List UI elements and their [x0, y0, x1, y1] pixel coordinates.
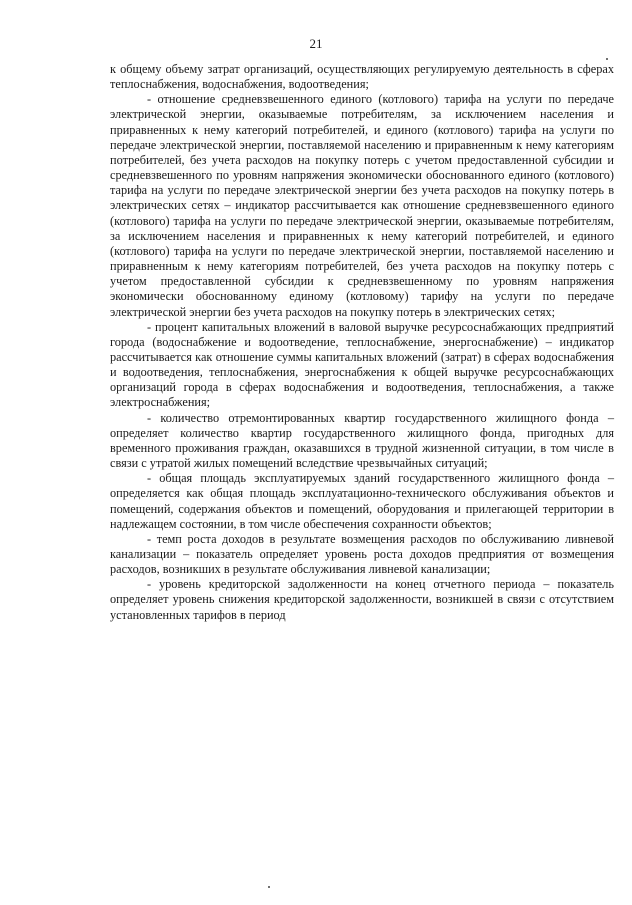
paragraph-3: - процент капитальных вложений в валовой выручке ресурсоснабжающих предприятий города (водоснабжение и водоотведение, теплоснабжение, энергоснабжение) – индикатор рассчитывается как отношение суммы капитальных вложений (затрат) в сферах водоснабжения и водоотведения, теплоснабжения, энергоснабжения к общей выручке ресурсоснабжающих организаций города в сферах водоснабжения и водоотведения, теплоснабжения, а также электроснабжения; [110, 319, 614, 410]
paragraph-2: - отношение средневзвешенного единого (котлового) тарифа на услуги по передаче электрической энергии, оказываемые потребителям, за исключением населения и приравненных к нему категорий потребителей, и единого (котлового) тарифа на услуги по передаче электрической энергии, поставляемой населению и приравненным к нему категориям потребителей, без учета расходов на покупку потерь с учетом предоставленной субсидии и средневзвешенного по уровням напряжения экономически обоснованного единого (котлового) тарифа на услуги по передаче электрической энергии без учета расходов на покупку потерь в электрических сетях – индикатор рассчитывается как отношение средневзвешенного единого (котлового) тарифа на услуги по передаче электрической энергии, оказываемые потребителям, за исключением населения и приравненных к нему категорий потребителей, и единого (котлового) тарифа на услуги по передаче электрической энергии, поставляемой населению и приравненным к нему категориям потребителей, без учета расходов на покупку потерь с учетом предоставленной субсидии к средневзвешенному по уровням напряжения экономически обоснованному единому (котловому) тарифу на услуги по передаче электрической энергии без учета расходов на покупку потерь в электрических сетях; [110, 92, 614, 319]
paragraph-1: к общему объему затрат организаций, осуществляющих регулируемую деятельность в сферах теплоснабжения, водоснабжения, водоотведения; [110, 62, 614, 92]
paragraph-7: - уровень кредиторской задолженности на конец отчетного периода – показатель определяет уровень снижения кредиторской задолженности, возникшей в связи с отсутствием установленных тарифов в период [110, 577, 614, 622]
scan-speck [268, 886, 270, 888]
paragraph-6: - темп роста доходов в результате возмещения расходов по обслуживанию ливневой канализации – показатель определяет уровень роста доходов предприятия от возмещения расходов, возникших в результате обслуживания ливневой канализации; [110, 531, 614, 577]
paragraph-4: - количество отремонтированных квартир государственного жилищного фонда – определяет количество квартир государственного жилищного фонда, пригодных для временного проживания граждан, оказавшихся в трудной жизненной ситуации, в том числе в связи с утратой жилых помещений вследствие чрезвычайных ситуаций; [110, 410, 614, 471]
document-body [110, 62, 614, 623]
scan-speck [606, 58, 608, 60]
paragraph-5: - общая площадь эксплуатируемых зданий государственного жилищного фонда – определяется как общая площадь эксплуатационно-технического обслуживания объектов и помещений, содержания объектов и помещений, оборудования и прилегающей территории в надлежащем состоянии, в том числе обеспечения сохранности объектов; [110, 471, 614, 531]
page-number: 21 [309, 36, 323, 51]
